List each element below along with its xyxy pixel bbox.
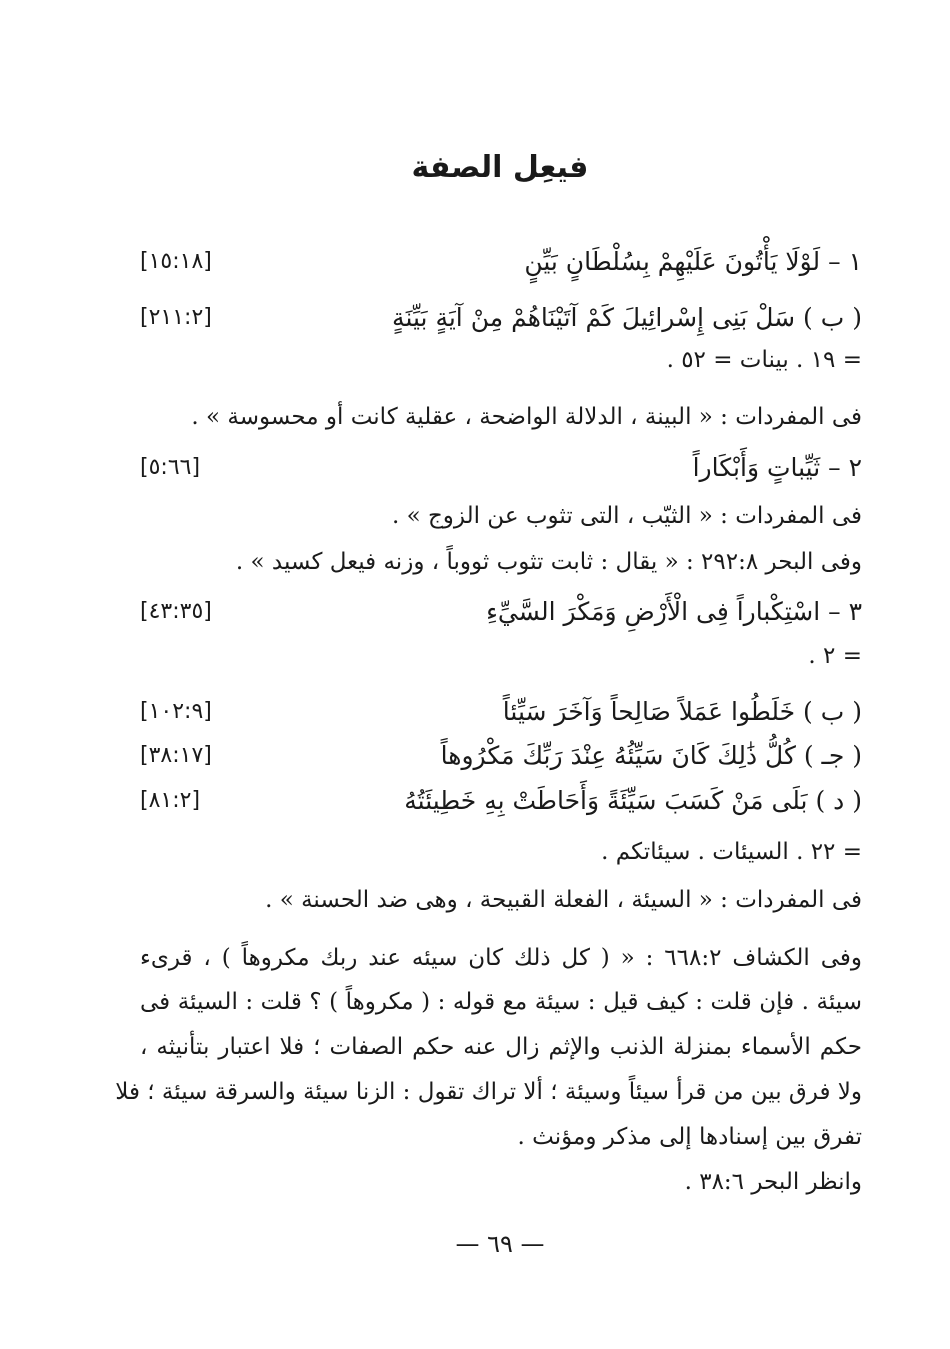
page-number: — ٦٩ — — [455, 1230, 545, 1258]
verse-reference: [١٠٢:٩] — [140, 699, 212, 724]
entry-line: فى المفردات : « الثيّب ، التى تثوب عن الزوج » . — [391, 503, 862, 529]
entry-line: ٢ – ثَيِّباتٍ وَأَبْكَاراً — [692, 453, 862, 482]
page-title: فيعِل الصفة — [411, 150, 589, 185]
verse-reference: [٨١:٢] — [140, 788, 201, 813]
paragraph-line: وانظر البحر ٣٨:٦ . — [684, 1169, 862, 1195]
entry-line: فى المفردات : « البينة ، الدلالة الواضحة ، عقلية كانت أو محسوسة » . — [191, 404, 862, 430]
entry-line: ٣ – اسْتِكْباراً فِى الْأَرْضِ وَمَكْرَ السَّيِّءِ — [486, 597, 862, 626]
verse-reference: [٣٨:١٧] — [140, 743, 212, 768]
paragraph-line: تفرق بين إسنادها إلى مذكر ومؤنث . — [517, 1124, 862, 1150]
verse-reference: [٢١١:٢] — [140, 305, 212, 330]
entry-line: وفى البحر ٢٩٢:٨ : « يقال : ثابت تثوب ثووباً ، وزنه فيعل كسيد » . — [235, 549, 862, 575]
entry-line: = ٢٢ . السيئات . سيئاتكم . — [601, 839, 862, 865]
verse-reference: [١٥:١٨] — [140, 249, 212, 274]
verse-reference: [٤٣:٣٥] — [140, 599, 212, 624]
entry-line: ( ب ) سَلْ بَنِى إِسْرائِيلَ كَمْ آتَيْنَاهُمْ مِنْ آيَةٍ بَيِّنَةٍ — [392, 303, 862, 332]
paragraph-line: وفى الكشاف ٦٦٨:٢ : « ( كل ذلك كان سيئه عند ربك مكروهاً ) ، قرىء — [140, 945, 862, 971]
entry-line: فى المفردات : « السيئة ، الفعلة القبيحة ، وهى ضد الحسنة » . — [265, 887, 862, 913]
entry-line: = ١٩ . بينات = ٥٢ . — [666, 347, 862, 373]
paragraph-line: حكم الأسماء بمنزلة الذنب والإثم زال عنه حكم الصفات ؛ فلا اعتبار بتأنيثه ، — [140, 1034, 862, 1060]
entry-line: ( د ) بَلَى مَنْ كَسَبَ سَيِّئَةً وَأَحَاطَتْ بِهِ خَطِيئَتُهُ — [404, 786, 862, 815]
entry-line: ١ – لَوْلَا يَأْتُونَ عَلَيْهِمْ بِسُلْطَانٍ بَيِّنٍ — [524, 247, 862, 276]
entry-line: ( ب ) خَلَطُوا عَمَلاً صَالِحاً وَآخَرَ سَيِّئاً — [502, 697, 862, 726]
entry-line: ( جـ ) كُلُّ ذَٰلِكَ كَانَ سَيِّئُهُ عِنْدَ رَبِّكَ مَكْرُوهاً — [440, 741, 862, 770]
paragraph-line: سيئة . فإن قلت : كيف قيل : سيئة مع قوله : ( مكروهاً ) ؟ قلت : السيئة فى — [140, 989, 862, 1015]
verse-reference: [٥:٦٦] — [140, 455, 201, 480]
entry-line: = ٢ . — [808, 643, 862, 669]
paragraph-line: ولا فرق بين من قرأ سيئاً وسيئة ؛ ألا تراك تقول : الزنا سيئة والسرقة سيئة ؛ فلا — [115, 1079, 862, 1105]
